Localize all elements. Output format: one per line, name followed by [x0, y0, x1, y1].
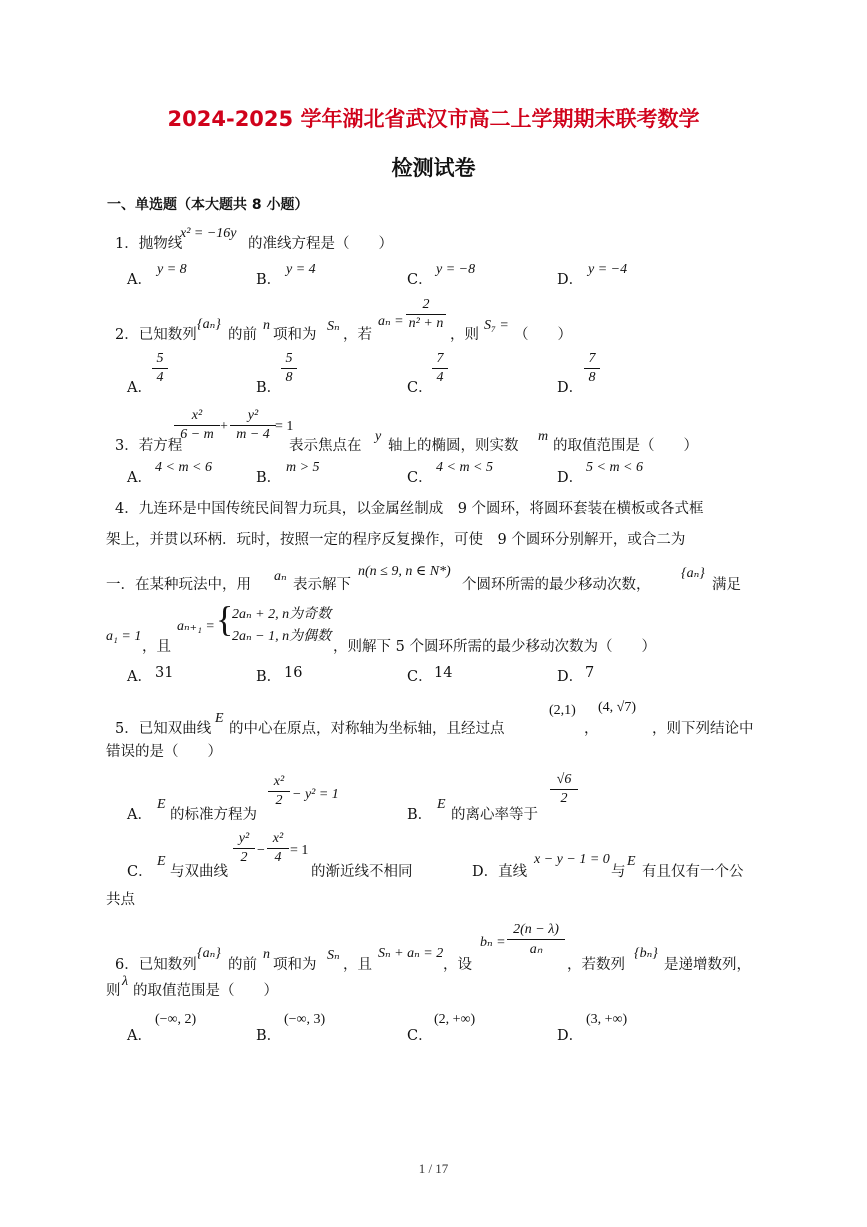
q5-option-a-fraction: x² 2	[268, 774, 290, 809]
q6-bn: bₙ =	[480, 935, 506, 950]
q5-text: 的中心在原点，对称轴为坐标轴，且经过点	[229, 721, 505, 737]
q4-line-1: 4．九连环是中国传统民间智力玩具，以金属丝制成 9 个圆环，将圆环套装在横板或各式框	[115, 501, 704, 517]
q2-text-3: ，若	[343, 327, 372, 343]
q2-option-a-label: A．	[127, 380, 152, 396]
q3-option-c: 4 < m < 5	[436, 460, 494, 475]
q6-seqb: {bₙ}	[634, 946, 658, 961]
q6-option-c: (2, +∞)	[434, 1012, 476, 1027]
q1-option-d: y = −4	[588, 262, 628, 277]
document-title: 2024-2025 学年湖北省武汉市高二上学期期末联考数学	[167, 107, 700, 131]
q2-suffix: （ ）	[514, 327, 572, 343]
q1-option-c-label: C．	[407, 272, 433, 288]
q2-option-a: 5 4	[152, 351, 168, 386]
document-subtitle: 检测试卷	[391, 156, 476, 180]
q4-option-a: 31	[155, 665, 174, 681]
q4-line-3-mid: 表示解下	[293, 577, 351, 593]
q2-text-1: 的前	[228, 327, 257, 343]
q3-option-c-label: C．	[407, 470, 433, 486]
q5-option-c-E: E	[157, 854, 166, 869]
q4-brace: {	[216, 599, 234, 639]
q4-option-c: 14	[434, 665, 453, 681]
q4-seq: {aₙ}	[681, 566, 705, 581]
q5-option-d-line-2: 共点	[106, 892, 135, 908]
q3-option-a-label: A．	[127, 470, 152, 486]
q5-option-d-suffix: 有且仅有一个公	[642, 864, 744, 880]
q4-line-3-mid2: 个圆环所需的最少移动次数，	[462, 577, 651, 593]
q5-option-c-suffix: 的渐近线不相同	[311, 864, 413, 880]
q6-option-a-label: A．	[127, 1028, 152, 1044]
q6-suffix: 是递增数列，	[664, 957, 751, 973]
q5-option-a-label: A．	[127, 807, 152, 823]
q2-sn: Sₙ	[327, 319, 340, 334]
q5-option-d-mid: 与	[611, 864, 626, 880]
q4-option-a-label: A．	[127, 669, 152, 685]
q6-text-3: ，且	[343, 957, 372, 973]
q6-text-1: 的前	[228, 957, 257, 973]
q2-n: n	[263, 318, 270, 333]
q4-option-b-label: B．	[256, 669, 282, 685]
q1-option-c: y = −8	[436, 262, 476, 277]
q4-case-odd: 2aₙ + 2, n为奇数	[232, 607, 332, 622]
q5-sep: ，	[584, 721, 599, 737]
q3-fraction-2: y² m − 4	[230, 408, 276, 443]
q6-option-c-label: C．	[407, 1028, 433, 1044]
q2-seq: {aₙ}	[197, 317, 221, 332]
q6-seq: {aₙ}	[197, 946, 221, 961]
page-number: 1 / 17	[418, 1161, 449, 1176]
q5-option-d-E: E	[627, 854, 636, 869]
q3-fraction-1: x² 6 − m	[174, 408, 220, 443]
q6-text-5: ，若数列	[567, 957, 625, 973]
q6-lambda: λ	[122, 974, 129, 989]
q4-case-even: 2aₙ − 1, n为偶数	[232, 629, 332, 644]
q2-option-d-label: D．	[557, 380, 584, 396]
q2-prefix: 2．已知数列	[115, 327, 197, 343]
q2-s7: S₇ =	[484, 318, 509, 333]
q3-y: y	[375, 429, 382, 444]
q5-E: E	[215, 711, 224, 726]
q4-condition: n(n ≤ 9, n ∈ N*)	[358, 564, 451, 579]
q6-sn: Sₙ	[327, 948, 340, 963]
q2-an: aₙ =	[378, 314, 404, 329]
q5-option-c-fraction-1: y² 2	[233, 831, 255, 866]
q6-option-d: (3, +∞)	[586, 1012, 628, 1027]
q6-option-a: (−∞, 2)	[155, 1012, 197, 1027]
q6-line-2-suffix: 的取值范围是（ ）	[133, 983, 278, 999]
q4-an: aₙ	[274, 569, 287, 584]
q4-option-c-label: C．	[407, 669, 433, 685]
q5-option-a-text: 的标准方程为	[170, 807, 257, 823]
q6-text-2: 项和为	[273, 957, 317, 973]
q2-option-b-label: B．	[256, 380, 282, 396]
q2-option-d: 7 8	[584, 351, 600, 386]
q1-option-d-label: D．	[557, 272, 584, 288]
q6-condition: Sₙ + aₙ = 2	[378, 946, 444, 961]
q1-prefix: 1．抛物线	[115, 236, 183, 252]
q1-option-a-label: A．	[127, 272, 152, 288]
q1-option-b: y = 4	[286, 262, 316, 277]
q4-a1: a₁ = 1	[106, 629, 142, 644]
q5-option-a-E: E	[157, 797, 166, 812]
q4-line-3-suffix: 满足	[712, 577, 741, 593]
q1-option-a: y = 8	[157, 262, 187, 277]
q3-option-a: 4 < m < 6	[155, 460, 213, 475]
q4-option-d-label: D．	[557, 669, 584, 685]
q6-line-2-prefix: 则	[106, 983, 121, 999]
q4-lhs: aₙ₊₁ =	[177, 619, 215, 634]
q6-text-4: ，设	[443, 957, 472, 973]
q2-option-c: 7 4	[432, 351, 448, 386]
section-heading: 一、单选题（本大题共 8 小题）	[107, 197, 309, 213]
q4-option-b: 16	[284, 665, 303, 681]
q4-and: ，且	[142, 639, 171, 655]
q3-suffix: 的取值范围是（ ）	[553, 438, 698, 454]
q5-option-b-fraction: √6 2	[550, 772, 578, 807]
q5-option-c-minus: −	[257, 843, 265, 858]
q2-option-c-label: C．	[407, 380, 433, 396]
q4-line-3-prefix: 一．在某种玩法中，用	[106, 577, 251, 593]
q5-suffix: ，则下列结论中	[652, 721, 754, 737]
q3-equals: = 1	[275, 419, 294, 434]
q4-option-d: 7	[585, 665, 595, 681]
q3-option-b: m > 5	[286, 460, 320, 475]
q6-n: n	[263, 947, 270, 962]
q5-point-2: (4, √7)	[598, 700, 637, 715]
q6-fraction: 2(n − λ) aₙ	[507, 922, 565, 958]
q3-text-2: 轴上的椭圆，则实数	[388, 438, 519, 454]
q3-m: m	[538, 429, 549, 444]
q5-line-2: 错误的是（ ）	[106, 744, 222, 760]
q5-option-c-label: C．	[127, 864, 153, 880]
q3-option-d: 5 < m < 6	[586, 460, 644, 475]
q6-option-d-label: D．	[557, 1028, 584, 1044]
q3-option-d-label: D．	[557, 470, 584, 486]
q4-line-2: 架上，并贯以环柄．玩时，按照一定的程序反复操作，可使 9 个圆环分别解开，或合二为	[106, 532, 686, 548]
q5-option-c-text: 与双曲线	[170, 864, 228, 880]
q1-option-b-label: B．	[256, 272, 282, 288]
q3-option-b-label: B．	[256, 470, 282, 486]
q1-suffix: 的准线方程是（ ）	[248, 236, 393, 252]
q2-option-b: 5 8	[281, 351, 297, 386]
q5-option-c-fraction-2: x² 4	[267, 831, 289, 866]
q5-option-c-eq: = 1	[290, 843, 309, 858]
q2-text-4: ，则	[450, 327, 479, 343]
q1-math: x² = −16y	[180, 226, 237, 241]
q2-fraction: 2 n² + n	[406, 297, 446, 332]
q2-text-2: 项和为	[273, 327, 317, 343]
q5-option-b-text: 的离心率等于	[451, 807, 538, 823]
q5-option-a-rest: − y² = 1	[292, 787, 339, 802]
q5-option-b-label: B．	[407, 807, 433, 823]
q3-plus: +	[220, 419, 228, 434]
q6-prefix: 6．已知数列	[115, 957, 197, 973]
q5-point-1: (2,1)	[549, 703, 576, 718]
q4-suffix: ，则解下 5 个圆环所需的最少移动次数为（ ）	[333, 639, 656, 655]
q6-option-b-label: B．	[256, 1028, 282, 1044]
q6-option-b: (−∞, 3)	[284, 1012, 326, 1027]
q3-text-1: 表示焦点在	[289, 438, 362, 454]
q3-prefix: 3．若方程	[115, 438, 183, 454]
q5-prefix: 5．已知双曲线	[115, 721, 212, 737]
q5-option-d-label: D．直线	[472, 864, 528, 880]
q5-option-d-math: x − y − 1 = 0	[534, 852, 610, 867]
q5-option-b-E: E	[437, 797, 446, 812]
